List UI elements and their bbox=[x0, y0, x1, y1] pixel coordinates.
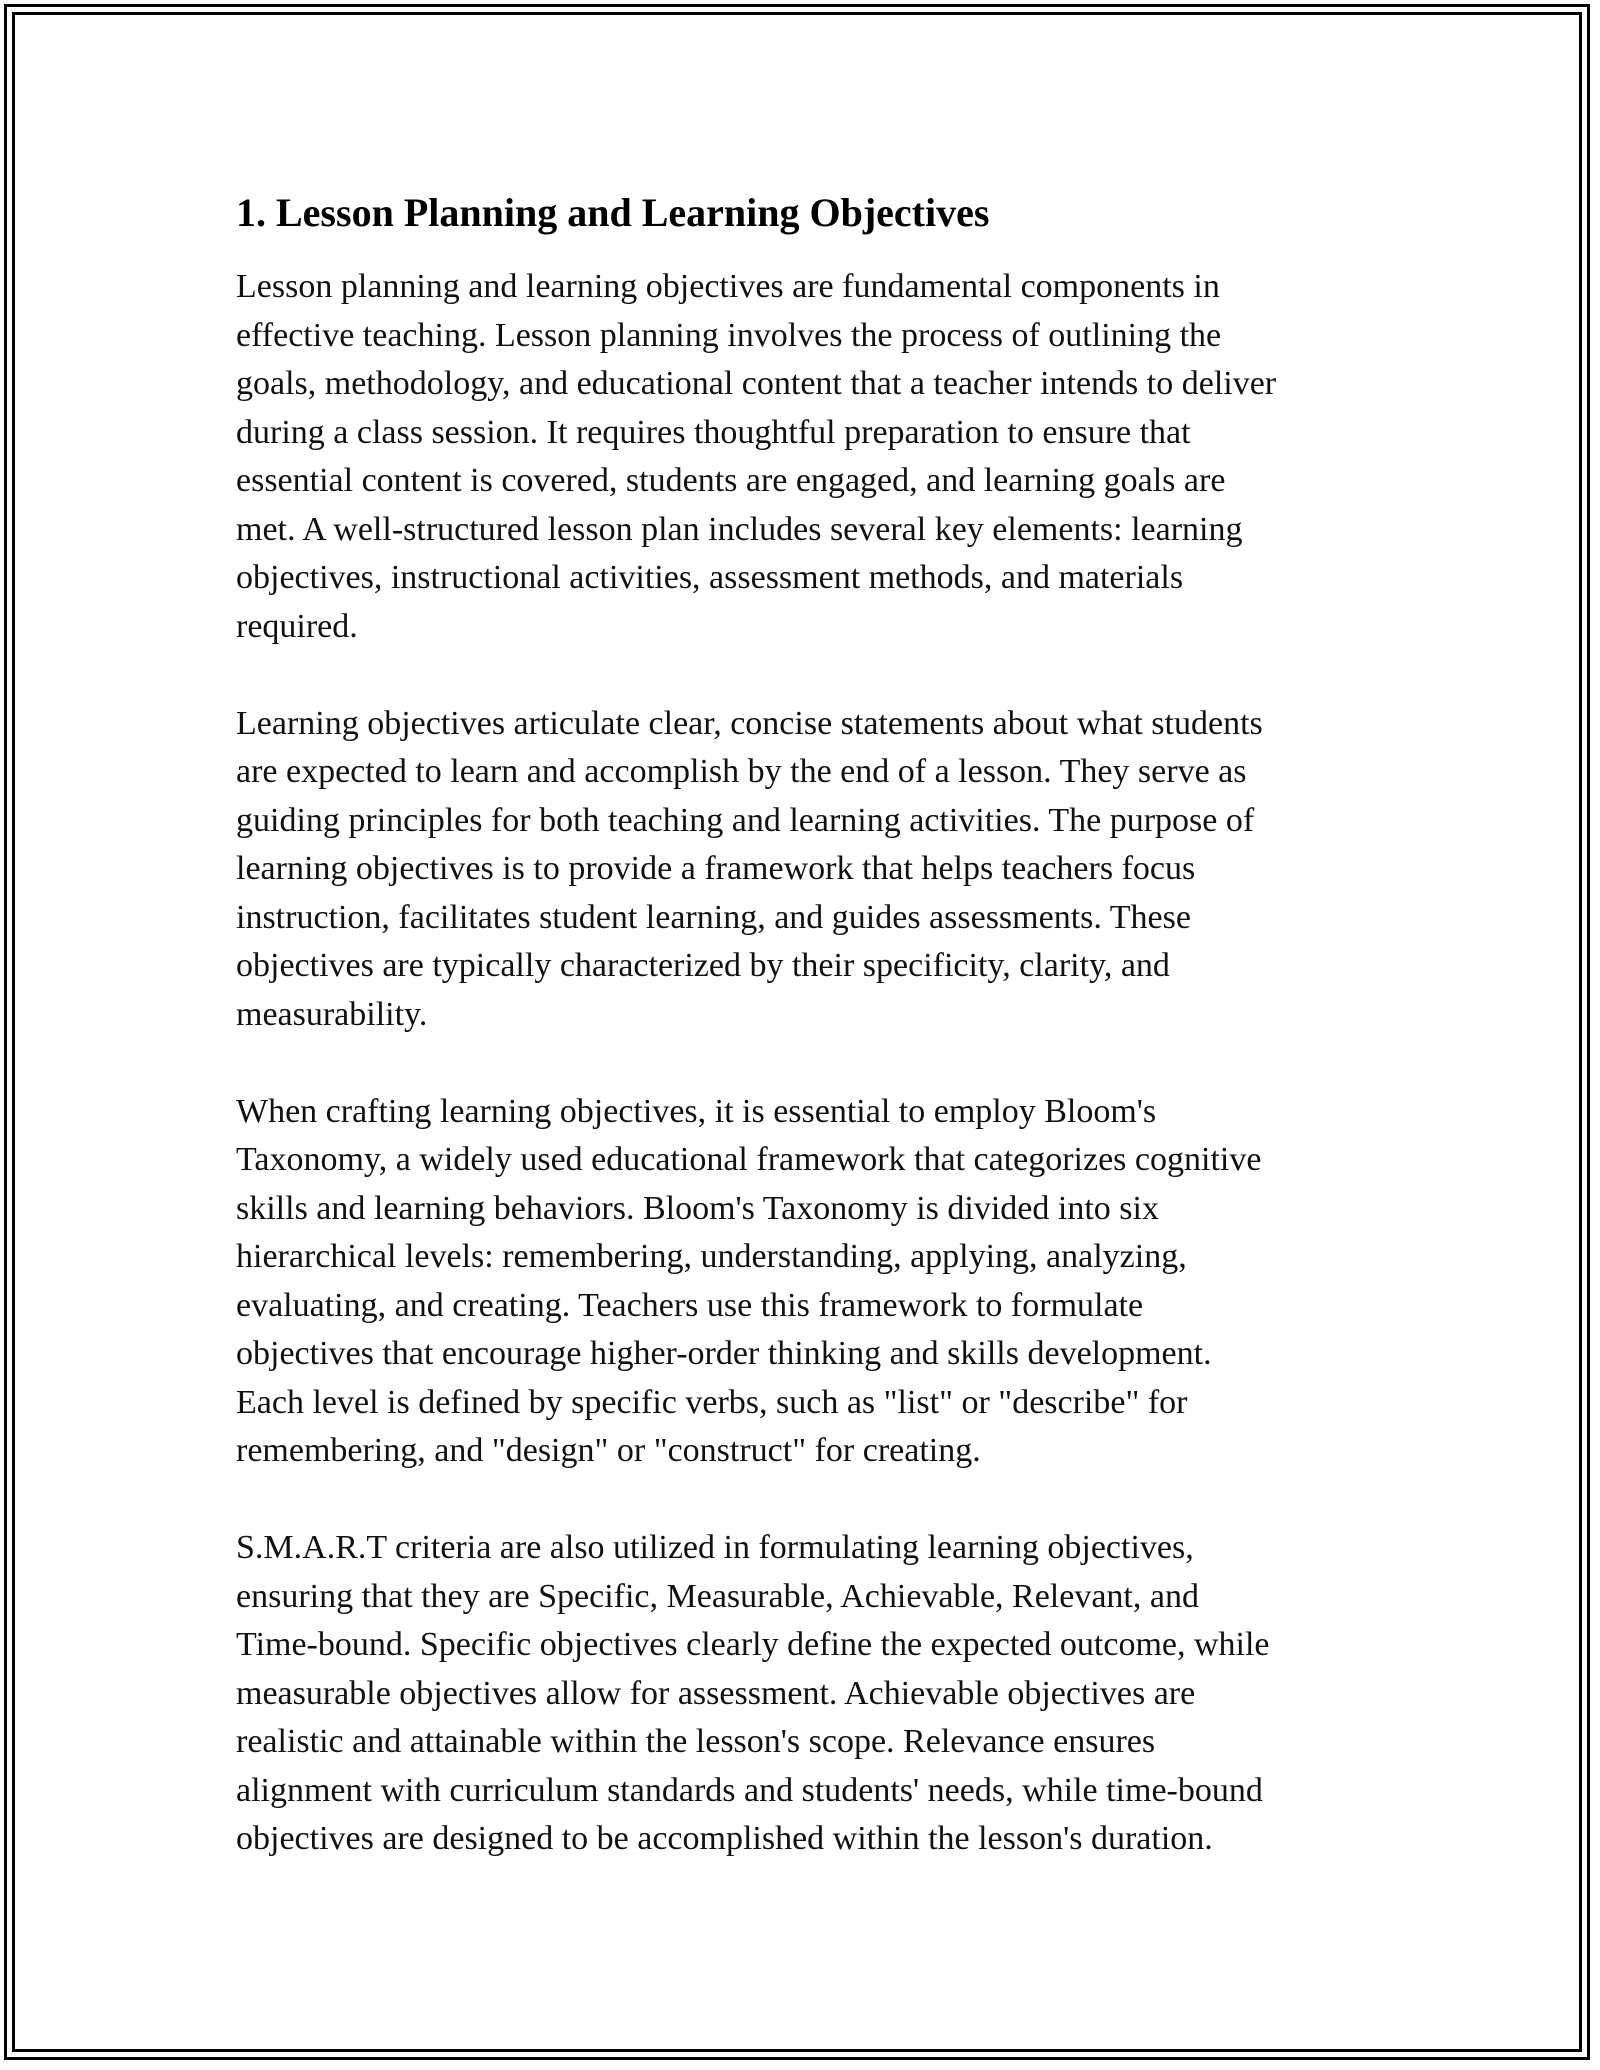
paragraph-line: ensuring that they are Specific, Measurable, Achievable, Relevant, and bbox=[236, 1577, 1199, 1615]
paragraph-line: measurability. bbox=[236, 995, 428, 1033]
paragraph-line: remembering, and "design" or "construct" for creating. bbox=[236, 1432, 981, 1469]
body-paragraph bbox=[236, 700, 1364, 1040]
paragraph-line: realistic and attainable within the lesson's scope. Relevance ensures bbox=[236, 1723, 1156, 1760]
paragraph-line: guiding principles for both teaching and learning activities. The purpose of bbox=[236, 801, 1255, 839]
body-paragraph bbox=[236, 263, 1364, 651]
paragraph-line: Learning objectives articulate clear, concise statements about what students bbox=[236, 704, 1263, 742]
paragraph-line: When crafting learning objectives, it is essential to employ Bloom's bbox=[236, 1092, 1157, 1130]
paragraph-line: objectives are typically characterized by their specificity, clarity, and bbox=[236, 947, 1170, 984]
paragraph-list bbox=[236, 263, 1364, 1864]
paragraph-line: hierarchical levels: remembering, understanding, applying, analyzing, bbox=[236, 1238, 1187, 1275]
paragraph-line: Lesson planning and learning objectives are fundamental components in bbox=[236, 268, 1220, 305]
paragraph-line: learning objectives is to provide a framework that helps teachers focus bbox=[236, 850, 1196, 887]
section-heading: 1. Lesson Planning and Learning Objectives bbox=[236, 190, 990, 235]
paragraph-line: are expected to learn and accomplish by the end of a lesson. They serve as bbox=[236, 753, 1247, 790]
paragraph-line: objectives, instructional activities, assessment methods, and materials bbox=[236, 559, 1184, 596]
document-body bbox=[236, 186, 1364, 1912]
paragraph-line: alignment with curriculum standards and students' needs, while time-bound bbox=[236, 1771, 1263, 1809]
paragraph-line: essential content is covered, students are engaged, and learning goals are bbox=[236, 462, 1226, 499]
paragraph-line: required. bbox=[236, 607, 358, 645]
paragraph-line: instruction, facilitates student learning, and guides assessments. These bbox=[236, 898, 1191, 936]
paragraph-line: S.M.A.R.T criteria are also utilized in formulating learning objectives, bbox=[236, 1529, 1194, 1566]
paragraph-line: effective teaching. Lesson planning involves the process of outlining the bbox=[236, 316, 1222, 354]
paragraph-line: met. A well-structured lesson plan includes several key elements: learning bbox=[236, 510, 1243, 548]
paragraph-line: skills and learning behaviors. Bloom's Taxonomy is divided into six bbox=[236, 1189, 1159, 1227]
paragraph-line: objectives that encourage higher-order thinking and skills development. bbox=[236, 1335, 1212, 1372]
paragraph-line: during a class session. It requires thoughtful preparation to ensure that bbox=[236, 413, 1191, 451]
paragraph-line: Each level is defined by specific verbs, such as "list" or "describe" for bbox=[236, 1383, 1188, 1421]
paragraph-line: Time-bound. Specific objectives clearly define the expected outcome, while bbox=[236, 1626, 1270, 1663]
paragraph-line: evaluating, and creating. Teachers use this framework to formulate bbox=[236, 1286, 1144, 1324]
body-paragraph bbox=[236, 1524, 1364, 1864]
paragraph-line: measurable objectives allow for assessment. Achievable objectives are bbox=[236, 1674, 1196, 1712]
body-paragraph bbox=[236, 1088, 1364, 1476]
paragraph-line: Taxonomy, a widely used educational framework that categorizes cognitive bbox=[236, 1141, 1262, 1178]
paragraph-line: goals, methodology, and educational content that a teacher intends to deliver bbox=[236, 365, 1277, 402]
paragraph-line: objectives are designed to be accomplished within the lesson's duration. bbox=[236, 1820, 1213, 1857]
